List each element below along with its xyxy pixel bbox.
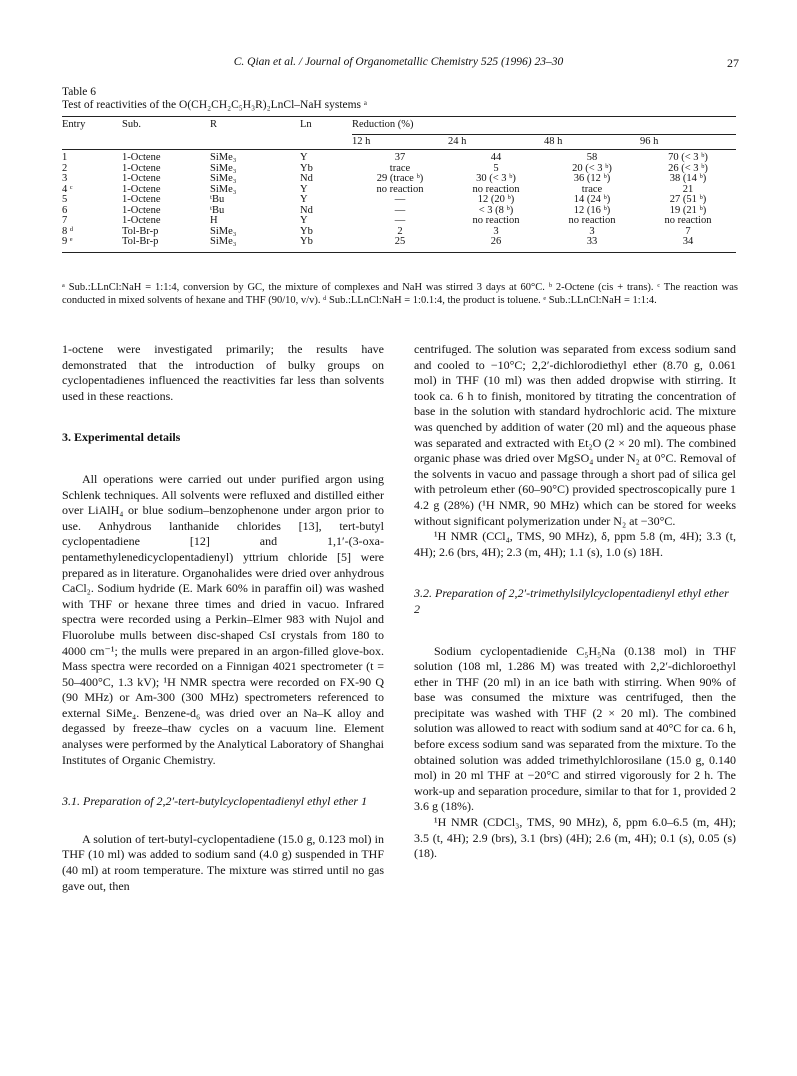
operations-paragraph: All operations were carried out under purified argon using Schlenk techniques. All solvents were refluxed and distilled either over LiAlH₄ or blue sodium–benzophenone under argon prior to use. Anhydrous lanthanide chlorides [13], tert-butyl cyclopentadiene [12] and 1,1′-(3-oxa-pentamethylenedicyclopentadienyl) yttrium chloride [5] were prepared as in literature. Organohalides were dried over anhydrous CaCl₂. Sodium hydride (E. Mark 60% in paraffin oil) was washed with THF or hexane three times and dried in vacuo. Infrared spectra were recorded using a Perkin–Elmer 983 with Nujol and Fluorolube mulls between disc-shaped CsI crystals from 180 to 4000 cm⁻¹; the mulls were prepared in an argon-filled glove-box. Mass spectra were recorded on a Finnigan 4021 spectrometer (t = 50–400°C, 1.3 kV); ¹H NMR spectra were recorded on FX-90 Q (90 MHz) or Am-300 (300 MHz) spectrometers referenced to external SiMe₄. Benzene-d₆ was dried over an Na–K alloy and degassed by freeze–thaw cycles on a vacuum line. Element analyses were performed by the Analytical Laboratory of Shanghai Institutes of Organic Chemistry. (62, 471, 384, 767)
cell-96h: 70 (< 3 ᵇ) (668, 152, 708, 163)
reactivity-table (62, 116, 736, 253)
preparation-2-paragraph: Sodium cyclopentadienide C₅H₅Na (0.138 mol) in THF solution (108 ml, 1.286 M) was treated with 2,2′-dichloroethyl ether in THF (20 ml) in an ice bath with stirring. When 90% of base was consumed the mixture was centrifuged, then the precipitate was washed with THF (2 × 20 ml). The combined solution was allowed to react with sodium sand at 40°C for ca. 6 h, before excess sodium sand was separated from the mixture. To the obtained solution was added trimethylchlorosilane (15.0 g, 0.140 mol) in 20 ml THF at −20°C and stirred vigorously for 2 h. The work-up and separation procedure, similar to that for 1, provided 2 3.6 g (18%). (414, 643, 736, 814)
header-12h: 12 h (352, 134, 448, 150)
cell-entry: 9 ᵉ (62, 237, 122, 252)
cell-48h: trace (581, 183, 603, 195)
cell-96h: 34 (640, 237, 736, 252)
cell-96h: 19 (21 ᵇ) (669, 204, 707, 216)
cell-96h: 7 (685, 225, 691, 237)
cell-96h: 38 (14 ᵇ) (669, 173, 707, 184)
nmr-data-1: ¹H NMR (CCl₄, TMS, 90 MHz), δ, ppm 5.8 (m, 4H); 3.3 (t, 4H); 2.6 (brs, 4H); 2.3 (m, 4H); 1.1 (s), 1.0 (s) 18H. (414, 529, 736, 559)
running-head-text: C. Qian et al. / Journal of Organometallic Chemistry 525 (1996) 23–30 (233, 56, 564, 68)
cell-sub: 1-Octene (122, 215, 161, 226)
cell-24h: 5 (493, 162, 499, 174)
page-number: 27 (727, 56, 739, 70)
cell-sub: 1-Octene (122, 183, 161, 195)
cell-sub: Tol-Br-p (122, 225, 159, 237)
cell-12h: trace (389, 162, 411, 174)
cell-r: SiMe₃ (210, 183, 237, 195)
cell-12h: — (394, 194, 406, 205)
cell-24h: 3 (493, 225, 499, 237)
cell-entry: 5 (62, 194, 68, 205)
cell-48h: no reaction (568, 215, 616, 226)
cell-entry: 8 ᵈ (62, 225, 74, 237)
header-entry: Entry (62, 117, 122, 135)
table-row (62, 237, 736, 252)
cell-ln: Yb (300, 225, 313, 237)
cell-48h: 14 (24 ᵇ) (573, 194, 611, 205)
cell-sub: 1-Octene (122, 162, 161, 174)
cell-96h: no reaction (664, 215, 712, 226)
cell-ln: Y (300, 152, 308, 163)
nmr-data-2: ¹H NMR (CDCl₃, TMS, 90 MHz), δ, ppm 6.0–6.5 (m, 4H); 3.5 (t, 4H); 2.9 (brs), 3.1 (brs) (4H); 2.6 (m, 4H); 0.1 (s), 0.05 (s) (18). (414, 815, 736, 861)
cell-48h: 20 (< 3 ᵇ) (572, 162, 612, 174)
cell-96h: 26 (< 3 ᵇ) (668, 162, 708, 174)
cell-24h: no reaction (472, 183, 520, 195)
cell-48h: 36 (12 ᵇ) (573, 173, 611, 184)
header-r: R (210, 117, 300, 135)
cell-r: SiMe₃ (210, 162, 237, 174)
cell-ln: Yb (300, 237, 352, 252)
preparation-1-paragraph: A solution of tert-butyl-cyclopentadiene (15.0 g, 0.123 mol) in THF (10 ml) was added to sodium sand (4.0 g) suspended in THF (40 ml) at room temperature. The mixture was stirred until no gas gave out, then (62, 831, 384, 893)
left-column (62, 342, 384, 894)
cell-ln: Y (300, 194, 308, 205)
cell-24h: 26 (448, 237, 544, 252)
cell-entry: 3 (62, 173, 68, 184)
header-sub: Sub. (122, 117, 210, 135)
table-label: Table 6 (62, 86, 97, 98)
cell-96h: 27 (51 ᵇ) (669, 194, 707, 205)
cell-48h: 33 (544, 237, 640, 252)
cell-12h: 37 (394, 152, 406, 163)
cell-48h: 12 (16 ᵇ) (573, 204, 611, 216)
table-subheader-row (62, 134, 736, 150)
cell-sub: Tol-Br-p (122, 237, 210, 252)
cell-entry: 2 (62, 162, 68, 174)
cell-sub: 1-Octene (122, 194, 161, 205)
cell-12h: — (394, 215, 406, 226)
cell-entry: 4 ᶜ (62, 183, 73, 195)
cell-entry: 6 (62, 204, 68, 216)
table-caption: Test of reactivities of the O(CH₂CH₂C₅H₃R)₂LnCl–NaH systems ᵃ (62, 99, 368, 111)
table-row (62, 174, 736, 185)
cell-12h: 25 (352, 237, 448, 252)
cell-ln: Y (300, 215, 308, 226)
cell-entry: 7 (62, 215, 68, 226)
table-row (62, 216, 736, 227)
header-48h: 48 h (544, 134, 640, 150)
cell-r: H (210, 215, 218, 226)
cell-24h: < 3 (8 ᵇ) (478, 204, 514, 216)
cell-r: SiMe₃ (210, 225, 237, 237)
cell-96h: 21 (682, 183, 694, 195)
subsection-heading-3-1: 3.1. Preparation of 2,2′-tert-butylcyclopentadienyl ethyl ether 1 (62, 794, 368, 809)
cell-sub: 1-Octene (122, 173, 161, 184)
intro-paragraph: 1-octene were investigated primarily; the results have demonstrated that the introduction of bulky groups on cyclopentadienes influenced the reactivities far less than solvents used in these reactions. (62, 342, 384, 403)
cell-24h: no reaction (472, 215, 520, 226)
section-heading-experimental: 3. Experimental details (62, 430, 181, 445)
cell-48h: 58 (586, 152, 598, 163)
cell-12h: 2 (397, 225, 403, 237)
header-24h: 24 h (448, 134, 544, 150)
table-row (62, 195, 736, 206)
cell-r: ᵗBu (210, 194, 225, 205)
cell-ln: Nd (300, 204, 313, 216)
cell-sub: 1-Octene (122, 204, 161, 216)
cell-48h: 3 (589, 225, 595, 237)
header-reduction: Reduction (%) (352, 117, 736, 135)
cell-entry: 1 (62, 152, 68, 163)
cell-12h: — (394, 204, 406, 216)
cell-ln: Y (300, 183, 308, 195)
cell-r: SiMe₃ (210, 173, 237, 184)
cell-12h: 29 (trace ᵇ) (376, 173, 424, 184)
cell-r: ᵗBu (210, 204, 225, 216)
table-row (62, 150, 736, 164)
cell-24h: 12 (20 ᵇ) (477, 194, 515, 205)
table-header-row (62, 117, 736, 135)
cell-ln: Nd (300, 173, 313, 184)
table-footnote: ᵃ Sub.:LLnCl:NaH = 1:1:4, conversion by GC, the mixture of complexes and NaH was stirred 3 days at 60°C. ᵇ 2-Octene (cis + trans). ᶜ The reaction was conducted in mixed solvents of hexane and THF (90/10, v/v). ᵈ Sub.:LLnCl:NaH = 1:0.1:4, the product is toluene. ᵉ Sub.:LLnCl:NaH = 1:1:4. (62, 282, 738, 306)
header-ln: Ln (300, 117, 352, 135)
right-column (414, 342, 736, 862)
continued-paragraph: centrifuged. The solution was separated from excess sodium sand and cooled to −10°C; 2,2′-dichlorodiethyl ether (8.70 g, 0.061 mol) in THF (10 ml) was then added dropwise with stirring. It took ca. 6 h to finish, monitored by titrating the concentration of base in the solution with standard hydrochloric acid. The mixture was quenched by addition of water (20 ml) and the aqueous phase was separated and extracted with Et₂O (2 × 20 ml). The combined organic phase was dried over MgSO₄ under N₂ at 0°C. Removal of the solvents in vacuo and passage through a short pad of silica gel with petroleum ether (60–90°C) provided spectroscopically pure 1 4.2 g (28%) (¹H NMR, 90 MHz) which can be stored for weeks without significant polymerization under N₂ at −30°C. (414, 342, 736, 528)
cell-12h: no reaction (376, 183, 424, 195)
subsection-heading-3-2: 3.2. Preparation of 2,2′-trimethylsilylcyclopentadienyl ethyl ether 2 (414, 586, 729, 616)
cell-ln: Yb (300, 162, 313, 174)
cell-sub: 1-Octene (122, 152, 161, 163)
cell-24h: 30 (< 3 ᵇ) (476, 173, 516, 184)
cell-r: SiMe₃ (210, 237, 300, 252)
header-96h: 96 h (640, 134, 736, 150)
cell-24h: 44 (490, 152, 502, 163)
cell-r: SiMe₃ (210, 152, 237, 163)
running-head (0, 56, 797, 68)
